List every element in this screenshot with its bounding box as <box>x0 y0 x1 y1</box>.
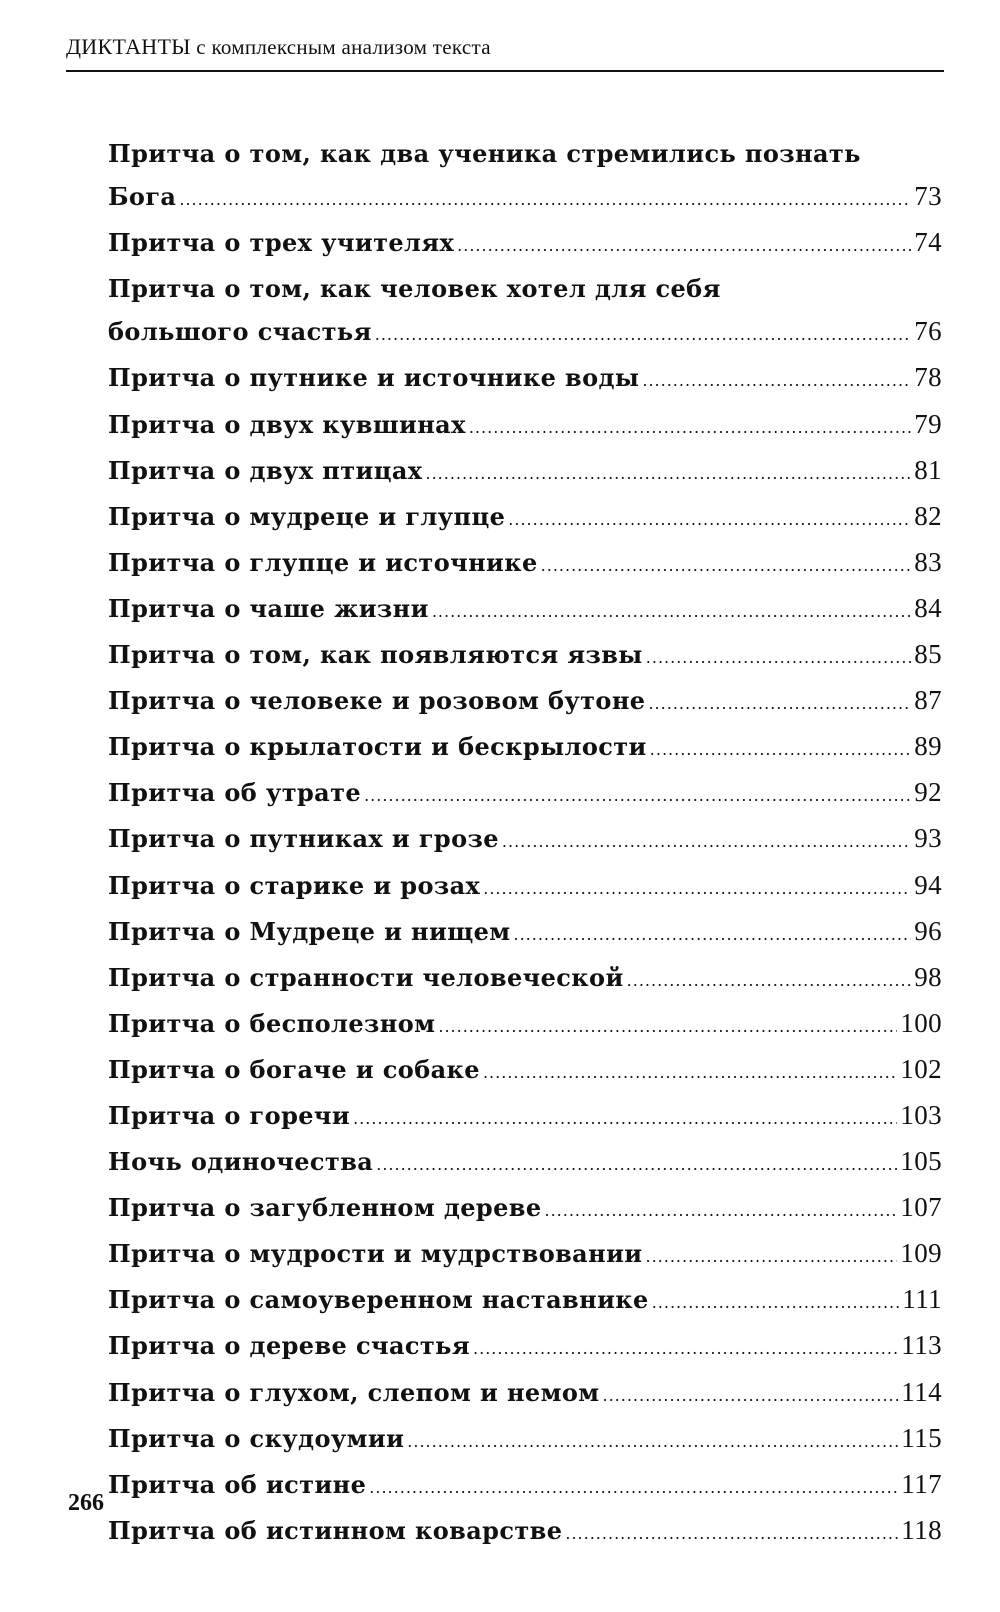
toc-entry-title: Притча о чаше жизни <box>108 593 429 623</box>
dot-leader <box>514 913 912 956</box>
toc-entry-page: 100 <box>900 1007 942 1038</box>
dot-leader <box>508 498 911 541</box>
dot-leader <box>648 682 911 725</box>
toc-entry-page: 96 <box>914 915 942 946</box>
dot-leader <box>469 406 911 449</box>
toc-entry-page: 107 <box>900 1192 942 1223</box>
toc-entry-title-line1: Притча о том, как человек хотел для себя <box>108 274 721 304</box>
header-title-caps: ДИКТАНТЫ <box>66 34 191 59</box>
toc-entry <box>108 1324 942 1370</box>
toc-entry-title: Притча о двух кувшинах <box>108 409 466 439</box>
dot-leader <box>646 636 911 679</box>
dot-leader <box>364 774 911 817</box>
toc-entry <box>108 1417 942 1463</box>
toc-entry-page: 76 <box>914 316 942 347</box>
toc-entry-title: Притча о трех учителях <box>108 228 455 258</box>
toc-entry <box>108 910 942 956</box>
toc-entry-title: Притча о глухом, слепом и немом <box>108 1377 600 1407</box>
toc-entry-page: 109 <box>900 1238 942 1269</box>
toc-entry <box>108 864 942 910</box>
toc-entry-page: 79 <box>914 408 942 439</box>
toc-entry-page: 98 <box>914 961 942 992</box>
toc-entry <box>108 1094 942 1140</box>
toc-entry-title: Бога <box>108 182 177 212</box>
dot-leader <box>650 728 911 771</box>
dot-leader <box>642 359 911 402</box>
toc-entry-title: Притча о загубленном дереве <box>108 1193 542 1223</box>
toc-entry-page: 74 <box>914 227 942 258</box>
toc-entry <box>108 132 942 221</box>
dot-leader <box>407 1420 898 1463</box>
toc-entry-title: Притча об истине <box>108 1469 367 1499</box>
toc-entry-title: Притча о бесполезном <box>108 1008 436 1038</box>
toc-entry-title: Притча о двух птицах <box>108 455 423 485</box>
toc-entry-page: 111 <box>902 1284 942 1315</box>
toc-entry-title: Притча о самоуверенном наставнике <box>108 1285 649 1315</box>
dot-leader <box>483 867 911 910</box>
toc-entry-page: 81 <box>914 454 942 485</box>
toc-entry-page: 118 <box>901 1514 942 1545</box>
toc-entry-page: 105 <box>900 1146 942 1177</box>
running-header <box>66 34 491 60</box>
dot-leader <box>603 1374 899 1417</box>
toc-entry <box>108 495 942 541</box>
toc-entry-page: 102 <box>900 1053 942 1084</box>
dot-leader <box>179 178 911 221</box>
toc-entry <box>108 1140 942 1186</box>
dot-leader <box>565 1512 898 1555</box>
toc-entry <box>108 1463 942 1509</box>
toc-entry-page: 114 <box>901 1376 942 1407</box>
dot-leader <box>483 1051 897 1094</box>
toc-entry-page: 78 <box>914 362 942 393</box>
toc-entry-title: Притча о глупце и источнике <box>108 547 538 577</box>
toc-entry <box>108 1048 942 1094</box>
toc-entry-page: 93 <box>914 823 942 854</box>
toc-entry-title: Притча о крылатости и бескрылости <box>108 732 647 762</box>
toc-entry <box>108 403 942 449</box>
toc-entry-title: Притча о том, как появляются язвы <box>108 640 643 670</box>
toc-entry <box>108 1509 942 1555</box>
dot-leader <box>652 1281 900 1324</box>
dot-leader <box>353 1097 897 1140</box>
toc-entry <box>108 633 942 679</box>
toc-entry-title: Притча о человеке и розовом бутоне <box>108 686 646 716</box>
dot-leader <box>627 959 912 1002</box>
toc-entry <box>108 1371 942 1417</box>
toc-entry-title: Притча о мудрости и мудрствовании <box>108 1239 643 1269</box>
toc-entry-page: 115 <box>901 1422 942 1453</box>
toc-entry-title: Притча о Мудреце и нищем <box>108 916 511 946</box>
toc-entry-title: Притча о путниках и грозе <box>108 824 499 854</box>
toc-entry-title: Ночь одиночества <box>108 1147 374 1177</box>
toc-entry <box>108 587 942 633</box>
header-title-rest: с комплексным анализом текста <box>196 35 491 59</box>
toc-entry-page: 73 <box>914 181 942 212</box>
toc-entry-page: 113 <box>901 1330 942 1361</box>
toc-entry <box>108 1278 942 1324</box>
toc-entry-title: большого счастья <box>108 317 372 347</box>
dot-leader <box>541 544 912 587</box>
toc-entry <box>108 1232 942 1278</box>
toc-entry-title: Притча о старике и розах <box>108 870 481 900</box>
dot-leader <box>376 1143 897 1186</box>
page-number: 266 <box>68 1490 104 1516</box>
dot-leader <box>369 1466 898 1509</box>
toc-entry-title: Притча о скудоумии <box>108 1423 405 1453</box>
dot-leader <box>502 820 911 863</box>
toc-entry <box>108 817 942 863</box>
toc-entry-page: 82 <box>914 500 942 531</box>
toc-entry-page: 92 <box>914 777 942 808</box>
toc-entry <box>108 356 942 402</box>
toc-entry-title: Притча о богаче и собаке <box>108 1054 480 1084</box>
dot-leader <box>545 1189 898 1232</box>
toc-entry <box>108 541 942 587</box>
toc-entry-page: 94 <box>914 869 942 900</box>
dot-leader <box>432 590 911 633</box>
toc-entry-page: 87 <box>914 685 942 716</box>
toc-entry-title: Притча о путнике и источнике воды <box>108 363 640 393</box>
dot-leader <box>375 313 911 356</box>
toc-entry <box>108 449 942 495</box>
toc-entry <box>108 679 942 725</box>
toc-entry <box>108 1002 942 1048</box>
toc-entry-title: Притча о дереве счастья <box>108 1331 471 1361</box>
toc-entry-page: 103 <box>900 1099 942 1130</box>
dot-leader <box>438 1005 897 1048</box>
toc-entry <box>108 771 942 817</box>
dot-leader <box>646 1235 898 1278</box>
dot-leader <box>473 1327 898 1370</box>
toc-entry-page: 84 <box>914 592 942 623</box>
toc-entry-title: Притча о странности человеческой <box>108 962 624 992</box>
toc-entry <box>108 221 942 267</box>
toc-entry-title: Притча о мудреце и глупце <box>108 501 506 531</box>
toc-entry-title: Притча об истинном коварстве <box>108 1515 563 1545</box>
toc-entry <box>108 956 942 1002</box>
toc-entry-page: 83 <box>914 546 942 577</box>
toc-entry-page: 89 <box>914 731 942 762</box>
toc-entry-page: 117 <box>901 1468 942 1499</box>
dot-leader <box>457 224 911 267</box>
header-rule <box>66 70 944 72</box>
toc-entry-title-line1: Притча о том, как два ученика стремились познать <box>108 139 861 168</box>
toc-entry-title: Притча о горечи <box>108 1100 351 1130</box>
toc-entry <box>108 1186 942 1232</box>
dot-leader <box>425 452 911 495</box>
toc-entry <box>108 725 942 771</box>
toc-entry-title: Притча об утрате <box>108 778 362 808</box>
toc-entry <box>108 267 942 356</box>
table-of-contents <box>108 132 942 1555</box>
toc-entry-page: 85 <box>914 639 942 670</box>
